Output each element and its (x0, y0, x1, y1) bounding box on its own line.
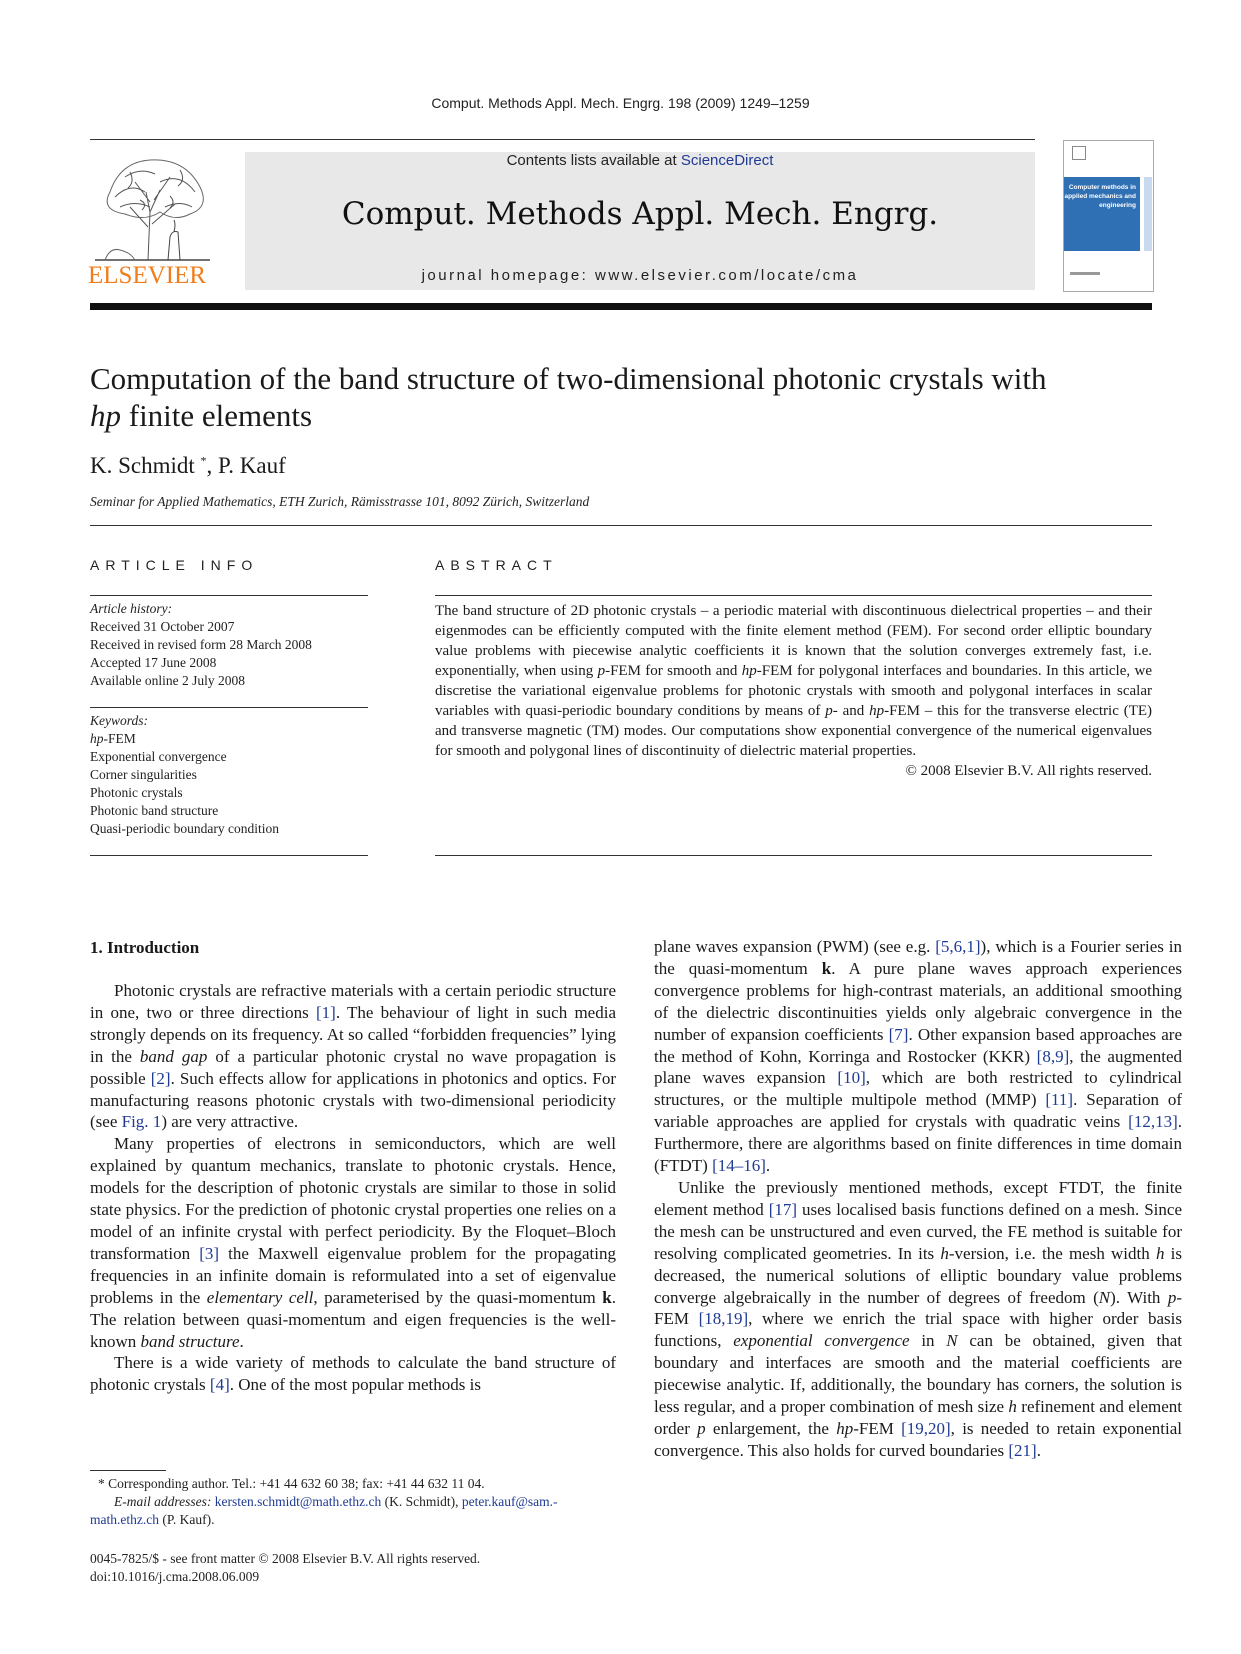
cover-footer-logo-icon (1070, 269, 1110, 279)
abstract-rule-top (435, 595, 1152, 596)
author-list (90, 453, 286, 479)
text: h (1008, 1397, 1017, 1417)
citation-link[interactable]: [11] (1045, 1090, 1074, 1110)
text: uses localised basis functions defined on a mesh. Since the mesh can be unstructured and even curved, the FE method is suitable for resolving complicated geometries. In its (654, 1199, 1182, 1263)
text: , parameterised by the quasi-momentum (313, 1287, 603, 1307)
text: , which are both restricted to cylindrical structures, or the multiple multipole method (MMP) (654, 1068, 1182, 1110)
text: Photonic crystals are refractive materials with a certain periodic structure in one, two or three directions (90, 981, 616, 1022)
citation-link[interactable]: [19,20] (901, 1418, 951, 1438)
abstract-text (435, 601, 1152, 781)
header-thick-rule (90, 303, 1152, 310)
abstract-part: p (825, 703, 833, 719)
email-line-continued (90, 1511, 616, 1529)
info-rule-top (90, 595, 368, 596)
text: . The relation between quasi-momentum and eigen frequencies is the well-known (90, 1287, 616, 1351)
elsevier-tree-icon (90, 152, 216, 264)
text: . (1036, 1440, 1041, 1460)
email-line (90, 1493, 616, 1511)
abstract-part: hp (741, 663, 757, 679)
text: Unlike the previously mentioned methods, except FTDT, the finite element method (654, 1177, 1182, 1219)
text: h (1155, 1243, 1165, 1263)
citation-link[interactable]: [21] (1008, 1440, 1037, 1460)
figure-link[interactable]: Fig. 1 (121, 1112, 162, 1132)
received-date: Received 31 October 2007 (90, 619, 235, 634)
author-separator: , (206, 453, 219, 478)
text: -FEM (853, 1418, 902, 1438)
paragraph (654, 936, 1182, 1177)
text: Many properties of electrons in semiconductors, which are well explained by quantum mechanics, translate to photonic crystals. Hence, models for the description of photonic crystals are similar to those in solid state physics. For the prediction of photonic crystal properties one relies on a model of an infinite crystal with perfect periodicity. By the Floquet–Bloch transformation (90, 1134, 616, 1263)
section-heading-introduction: 1. Introduction (90, 938, 200, 957)
text: . (765, 1156, 771, 1176)
corresponding-text: Corresponding author. Tel.: +41 44 632 60 38; fax: +41 44 632 11 04. (104, 1476, 485, 1491)
text: ) are very attractive. (161, 1112, 299, 1132)
text: . Such effects allow for applications in photonics and optics. For manufacturing reasons photonic crystals with two-dimensional periodicity (see (90, 1068, 616, 1132)
corresponding-mark[interactable]: * (200, 453, 207, 468)
text: elementary cell (206, 1287, 314, 1307)
body-column-left (90, 980, 616, 1396)
corresponding-author-note (90, 1475, 616, 1493)
sciencedirect-link[interactable]: ScienceDirect (680, 152, 774, 169)
abstract-part: -FEM for polygonal interfaces and boundaries. In this article, we discretise the variational eigenvalue problems for photonic crystals with smooth and polygonal interfaces in scalar variables with quasi-periodic boundary conditions by means of (435, 663, 1152, 719)
text: k (602, 1287, 612, 1307)
text: in (909, 1331, 947, 1351)
keyword-item (90, 730, 368, 748)
text: N (946, 1331, 958, 1351)
keyword-hp: hp (90, 731, 104, 746)
publisher-name: ELSEVIER (88, 262, 207, 289)
front-matter-notice: 0045-7825/$ - see front matter © 2008 Elsevier B.V. All rights reserved. (90, 1551, 481, 1566)
journal-banner (245, 152, 1035, 290)
header-rule (90, 139, 1035, 140)
article-history (90, 600, 368, 690)
affiliation-rule (90, 525, 1152, 526)
abstract-part: -FEM for smooth and (605, 663, 742, 679)
citation-link[interactable]: [1] (316, 1002, 336, 1022)
text: . (239, 1331, 244, 1351)
text: ). With (1110, 1287, 1168, 1307)
citation-link[interactable]: [12,13] (1128, 1112, 1178, 1132)
text: -FEM (654, 1287, 1182, 1329)
text: exponential convergence (733, 1331, 910, 1351)
journal-homepage-link[interactable]: journal homepage: www.elsevier.com/locate/cma (421, 267, 859, 284)
text: band structure (140, 1331, 240, 1351)
contents-prefix: Contents lists available at (506, 152, 681, 169)
text: , the augmented plane waves expansion (654, 1046, 1182, 1088)
abstract-part: The band structure of 2D photonic crystals – a periodic material with discontinuous dielectrical properties – and their eigenmodes can be efficiently computed with the finite element method (FEM). For second order elliptic boundary value problems with piecewise analytic coefficients it is known that the solution converges extremely fast, i.e. exponentially, when using (435, 603, 1152, 679)
abstract-rule-bottom (435, 855, 1152, 856)
keyword-item: Photonic band structure (90, 803, 219, 818)
journal-cover-thumbnail[interactable] (1063, 140, 1154, 292)
paragraph (90, 1133, 616, 1352)
text: p (697, 1418, 706, 1438)
abstract-part: - and (832, 703, 870, 719)
text: N (1098, 1287, 1111, 1307)
text: hp (836, 1418, 854, 1438)
text: h (940, 1243, 949, 1263)
title-hp: hp (90, 398, 121, 433)
text: k (821, 958, 832, 978)
citation-link[interactable]: [5,6,1] (935, 937, 981, 956)
journal-title: Comput. Methods Appl. Mech. Engrg. (341, 196, 939, 232)
email-label: E-mail addresses: (114, 1494, 215, 1509)
text: . One of the most popular methods is (229, 1375, 481, 1395)
cover-emblem-icon (1072, 146, 1086, 160)
journal-citation: Comput. Methods Appl. Mech. Engrg. 198 (2009) 1249–1259 (431, 95, 810, 111)
text: -version, i.e. the mesh width (948, 1243, 1156, 1263)
footnote-mark: * (98, 1476, 105, 1491)
cover-title-block: Computer methods in applied mechanics and engineering (1064, 177, 1140, 251)
text: . The behaviour of light in such media strongly depends on its frequency. At so called “forbidden frequencies” lying in the (90, 1002, 616, 1066)
paper-title (90, 360, 1152, 434)
email-owner: (K. Schmidt), (381, 1494, 462, 1509)
contents-availability (245, 152, 1035, 169)
citation-link[interactable]: [2] (150, 1068, 171, 1088)
footnote-rule (90, 1470, 166, 1471)
abstract-heading: ABSTRACT (435, 557, 558, 573)
abstract-part: hp (869, 703, 885, 719)
text: of a particular photonic crystal no wave propagation is possible (90, 1046, 617, 1088)
text: . Other expansion based approaches are the method of Kohn, Korringa and Rostocker (KKR) (654, 1024, 1182, 1066)
article-info-heading: ARTICLE INFO (90, 557, 259, 573)
text: enlargement, the (705, 1418, 837, 1438)
footnote (90, 1475, 616, 1529)
email-link-kauf-continued[interactable]: math.ethz.ch (90, 1512, 159, 1527)
text: , where we enrich the trial space with higher order basis functions, (654, 1309, 1182, 1351)
doi[interactable]: doi:10.1016/j.cma.2008.06.009 (90, 1569, 260, 1584)
keyword-item: Exponential convergence (90, 749, 227, 764)
info-rule-mid (90, 707, 368, 708)
copyright-notice: © 2008 Elsevier B.V. All rights reserved. (905, 763, 1152, 779)
body-column-right (654, 936, 1182, 1462)
text: . A pure plane waves approach experiences convergence problems for high-contrast materials, an additional smoothing of the dielectric discontinuities yields only algebraic convergence in the number of expansion coefficients (654, 958, 1182, 1044)
text: band gap (139, 1046, 208, 1066)
citation-link[interactable]: [17] (768, 1199, 798, 1219)
text: p (1167, 1287, 1177, 1307)
keywords-list (90, 712, 368, 838)
paragraph (90, 1352, 616, 1396)
title-line1: Computation of the band structure of two-dimensional photonic crystals with (90, 361, 1047, 396)
title-line2: finite elements (121, 398, 313, 433)
text: . Furthermore, there are algorithms based on finite differences in time domain (FTDT) (654, 1112, 1182, 1176)
paragraph (654, 1177, 1182, 1462)
revised-date: Received in revised form 28 March 2008 (90, 637, 312, 652)
email-link-kauf[interactable]: peter.kauf@sam.- (461, 1494, 558, 1509)
author-kauf[interactable]: P. Kauf (218, 453, 286, 478)
text: , is needed to retain exponential convergence. This also holds for curved boundaries (654, 1418, 1182, 1460)
keyword-item: Photonic crystals (90, 785, 183, 800)
text: can be obtained, given that boundary and interfaces are smooth and the material coefficients are piecewise analytic. If, additionally, the boundary has corners, the solution is less regular, and a proper combination of mesh size (654, 1331, 1182, 1417)
paragraph (90, 980, 616, 1133)
citation-link[interactable]: [14–16] (712, 1156, 766, 1176)
citation-link[interactable]: [18,19] (698, 1309, 749, 1329)
citation-link[interactable]: [3] (199, 1243, 220, 1263)
accepted-date: Accepted 17 June 2008 (90, 655, 217, 670)
elsevier-logo[interactable] (88, 152, 218, 292)
text: . Separation of variable approaches are applied for crystals with quadratic veins (654, 1090, 1183, 1132)
citation-link[interactable]: [8,9] (1036, 1046, 1070, 1066)
email-link-schmidt[interactable]: kersten.schmidt@math.ethz.ch (214, 1494, 382, 1509)
history-label: Article history: (90, 601, 173, 616)
affiliation: Seminar for Applied Mathematics, ETH Zurich, Rämisstrasse 101, 8092 Zürich, Switzerland (90, 494, 590, 509)
text: ), which is a Fourier series in the quasi-momentum (654, 937, 1182, 978)
citation-link[interactable]: [7] (888, 1024, 909, 1044)
info-rule-bottom (90, 855, 368, 856)
text: plane waves expansion (PWM) (see e.g. (654, 937, 936, 956)
citation-link[interactable]: [10] (837, 1068, 866, 1088)
text: the Maxwell eigenvalue problem for the propagating frequencies in an infinite domain is reformulated into a set of eigenvalue problems in the (90, 1243, 616, 1307)
abstract-part: p (597, 663, 606, 679)
keyword-fem: -FEM (103, 731, 136, 746)
keywords-label: Keywords: (90, 713, 148, 728)
text: refinement and element order (654, 1397, 1182, 1438)
abstract-part: -FEM – this for the transverse electric (TE) and transverse magnetic (TM) modes. Our computations show exponential convergence of the numerical eigenvalues for smooth and polygonal lines of discontinuity of dielectric material properties. (435, 703, 1153, 759)
text: There is a wide variety of methods to calculate the band structure of photonic crystals (90, 1353, 616, 1395)
cover-side-band (1144, 177, 1152, 251)
text: is decreased, the numerical solutions of elliptic boundary value problems converge algebraically in the number of degrees of freedom ( (654, 1243, 1182, 1307)
author-schmidt[interactable]: K. Schmidt (90, 453, 195, 478)
front-matter (90, 1550, 480, 1586)
citation-link[interactable]: [4] (209, 1375, 230, 1395)
keyword-item: Quasi-periodic boundary condition (90, 821, 279, 836)
email-owner: (P. Kauf). (158, 1512, 215, 1527)
keyword-item: Corner singularities (90, 767, 197, 782)
online-date: Available online 2 July 2008 (90, 673, 245, 688)
